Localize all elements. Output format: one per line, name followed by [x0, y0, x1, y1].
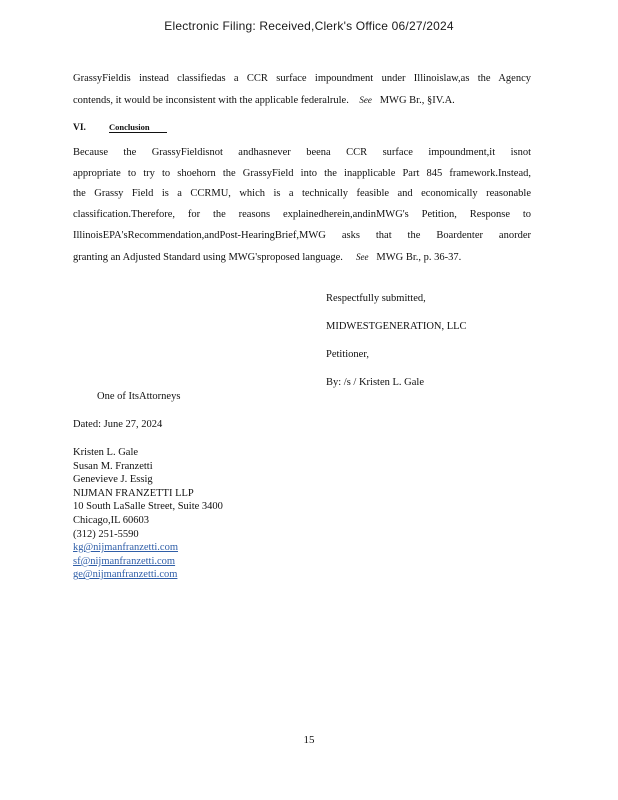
electronic-filing-header: Electronic Filing: Received,Clerk's Office 06/27/2024	[164, 19, 454, 33]
address-city: Chicago,IL 60603	[73, 514, 150, 526]
see-signal: See	[359, 94, 372, 105]
paragraph1-line-2	[73, 90, 531, 112]
paragraph2-line-3: the Grassy Field is a CCRMU, which is a technically feasible and economically reasonable	[73, 188, 531, 200]
conclusion-paragraph	[73, 143, 531, 268]
see-signal: See	[356, 251, 369, 262]
section-title: Conclusion	[109, 122, 167, 133]
closing-paragraph-1	[73, 69, 531, 111]
address-street: 10 South LaSalle Street, Suite 3400	[73, 501, 223, 513]
signatory-role: Petitioner,	[326, 349, 370, 360]
date-line: Dated: June 27, 2024	[73, 419, 163, 430]
section-number: VI.	[73, 123, 86, 133]
paragraph2-line-6	[73, 247, 531, 269]
paragraph2-line-6-text: granting an Adjusted Standard using MWG'sproposed language.	[73, 251, 343, 263]
attorneys-line: One of ItsAttorneys	[97, 391, 181, 402]
email-link-sf[interactable]: sf@nijmanfranzetti.com	[73, 555, 176, 567]
closing-respectfully: Respectfully submitted,	[326, 293, 426, 304]
signature-line: By: /s / Kristen L. Gale	[326, 377, 424, 388]
paragraph1-line-1: GrassyFieldis instead classifiedas a CCR surface impoundment under Illinoislaw,as the Agency	[73, 73, 531, 84]
law-firm: NIJMAN FRANZETTI LLP	[73, 487, 194, 499]
paragraph2-line-4: classification.Therefore, for the reasons explainedherein,andinMWG's Petition, Response to	[73, 209, 531, 221]
citation: MWG Br., §IV.A.	[379, 94, 455, 106]
counsel-block	[73, 446, 223, 582]
email-link-kg[interactable]: kg@nijmanfranzetti.com	[73, 542, 179, 554]
paragraph2-line-5: IllinoisEPA'sRecommendation,andPost-HearingBrief,MWG asks that the Boardenter anorder	[73, 229, 531, 241]
phone-number: (312) 251-5590	[73, 528, 139, 540]
paragraph2-line-2: appropriate to try to shoehorn the GrassyField into the inapplicable Part 845 framework.Instead,	[73, 167, 531, 179]
paragraph2-line-1: Because the GrassyFieldisnot andhasnever beena CCR surface impoundment,it isnot	[73, 147, 531, 158]
page-number: 15	[303, 734, 315, 746]
citation: MWG Br., p. 36-37.	[376, 251, 462, 263]
signatory-company: MIDWESTGENERATION, LLC	[326, 321, 467, 332]
paragraph1-line-2-text: contends, it would be inconsistent with the applicable federalrule.	[73, 94, 349, 106]
counsel-name-3: Genevieve J. Essig	[73, 474, 153, 486]
counsel-name-1: Kristen L. Gale	[73, 447, 139, 458]
counsel-name-2: Susan M. Franzetti	[73, 460, 153, 472]
section-heading	[73, 122, 167, 133]
email-link-ge[interactable]: ge@nijmanfranzetti.com	[73, 569, 178, 581]
